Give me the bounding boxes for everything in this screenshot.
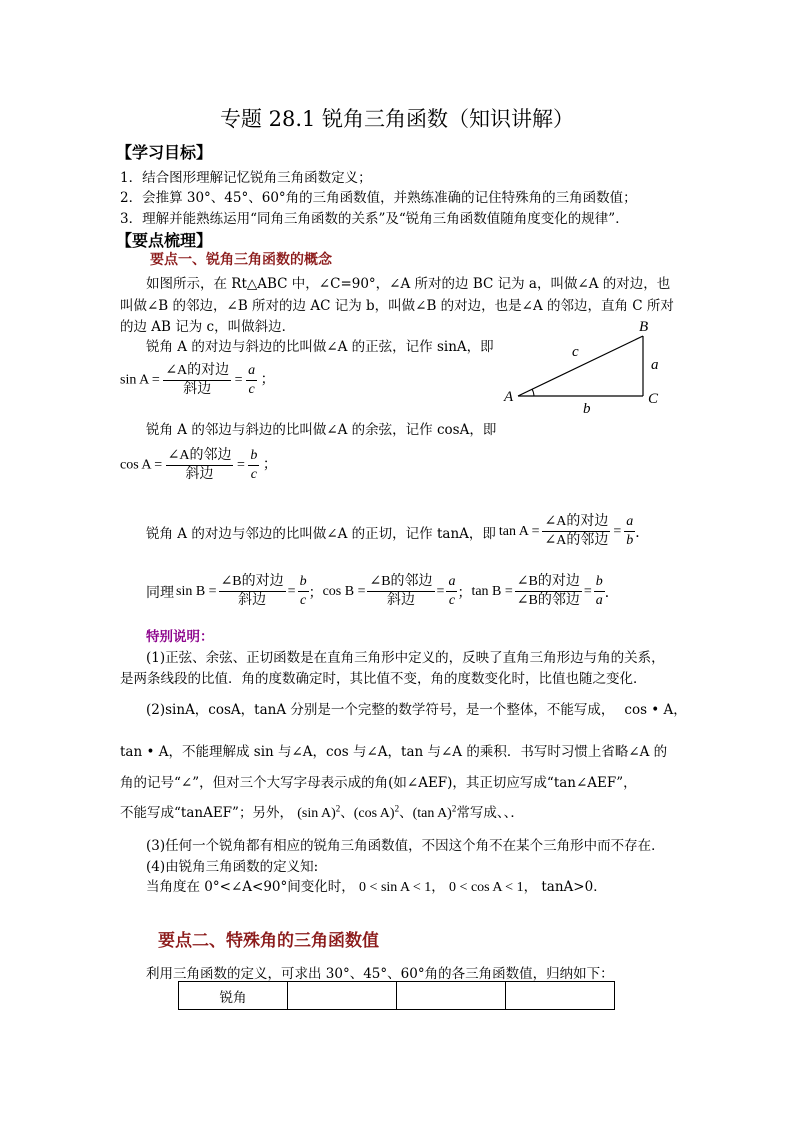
- page-title: 专题 28.1 锐角三角函数（知识讲解）: [219, 107, 575, 131]
- denominator: a: [595, 593, 603, 608]
- note-2-text: 常写成、、．: [456, 805, 524, 821]
- exponent: 2: [451, 803, 457, 814]
- numerator: ∠A的邻边: [166, 447, 234, 466]
- period: ．: [635, 525, 650, 541]
- numerator: ∠A的对边: [542, 513, 610, 532]
- note-5: [146, 875, 607, 896]
- sin-b-lhs: sin B =: [176, 583, 217, 599]
- equals-sign: =: [287, 583, 296, 599]
- denominator: 斜边: [387, 593, 415, 608]
- special-note-heading: 特别说明：: [146, 629, 214, 645]
- fraction: [542, 513, 610, 550]
- side-c: [518, 336, 643, 396]
- sin-squared: [297, 803, 341, 821]
- separator: 、: [340, 805, 354, 821]
- section-goals-heading: 【学习目标】: [116, 143, 213, 162]
- denominator: 斜边: [238, 593, 267, 608]
- numerator: ∠A的对边: [163, 362, 231, 381]
- denominator: c: [248, 382, 255, 397]
- fraction: [166, 447, 234, 484]
- tan-squared-base: (tan A): [412, 806, 452, 821]
- fraction: [248, 447, 259, 484]
- comma: ，: [523, 879, 538, 895]
- fraction: [163, 362, 231, 399]
- numerator: a: [246, 362, 257, 381]
- sin-squared-base: (sin A): [297, 806, 336, 821]
- special-angle-table: [178, 981, 615, 1010]
- fraction: [246, 362, 257, 399]
- cos-a-formula: [120, 447, 277, 484]
- table-cell: 锐角: [179, 982, 288, 1010]
- exponent: 2: [335, 803, 341, 814]
- point2-intro: 利用三角函数的定义，可求出 30°、45°、60°角的各三角函数值，归纳如下：: [146, 966, 614, 982]
- semicolon: ；: [457, 585, 472, 601]
- fraction: [515, 573, 582, 610]
- section-points-heading: 【要点梳理】: [116, 231, 213, 250]
- note-2-text: 不能理解成 sin 与∠A，cos 与∠A，tan 与∠A 的乘积．书写时习惯上省略∠A 的: [181, 744, 668, 760]
- period: ．: [604, 585, 619, 601]
- vertex-a-label: A: [504, 389, 514, 405]
- table-cell: [288, 982, 397, 1010]
- tan-b-lhs: tan B =: [471, 583, 513, 599]
- semicolon: ；: [308, 585, 323, 601]
- note-1-line-1: (1)正弦、余弦、正切函数是在直角三角形中定义的，反映了直角三角形边与角的关系，: [146, 650, 665, 666]
- note-5-text: 当角度在 0°<∠A<90°间变化时，: [146, 879, 355, 895]
- denominator: c: [299, 593, 307, 608]
- note-3: (3)任何一个锐角都有相应的锐角三角函数值，不因这个角不在某个三角形中而不存在．: [146, 838, 665, 854]
- sin-a-lhs: sin A =: [120, 372, 160, 388]
- side-b-label: b: [583, 401, 591, 416]
- point1-heading: 要点一、锐角三角函数的概念: [150, 252, 332, 268]
- denominator: b: [626, 533, 634, 548]
- numerator: a: [624, 513, 635, 532]
- cos-squared: [353, 803, 400, 821]
- denominator: c: [250, 467, 257, 482]
- equals-sign: =: [234, 372, 243, 388]
- cos-squared-base: (cos A): [353, 806, 395, 821]
- intro-line: 的边 AB 记为 c，叫做斜边．: [120, 319, 296, 335]
- denominator: ∠A的邻边: [544, 533, 609, 548]
- note-2-line-4: [120, 801, 524, 822]
- numerator: ∠B的对边: [219, 573, 286, 592]
- semicolon: ；: [260, 372, 275, 388]
- vertex-c-label: C: [648, 391, 659, 407]
- intro-line: 如图所示，在 Rt△ABC 中，∠C=90°，∠A 所对的边 BC 记为 a，叫做∠A 的对边，也: [146, 276, 671, 292]
- tan-range: tanA>0．: [541, 879, 607, 895]
- sin-range: 0 < sin A < 1: [359, 880, 432, 895]
- numerator: b: [298, 573, 309, 592]
- table-row: [179, 982, 615, 1010]
- comma: ，: [431, 879, 445, 895]
- denominator: c: [448, 593, 456, 608]
- cos-dot-a: cos • A，: [624, 702, 687, 718]
- goal-item: 1．结合图形理解记忆锐角三角函数定义；: [120, 170, 372, 186]
- fraction: [446, 573, 457, 610]
- table-cell: [397, 982, 506, 1010]
- note-2-text: (2)sinA，cosA，tanA 分别是一个完整的数学符号，是一个整体，不能写成，: [146, 702, 615, 718]
- exponent: 2: [394, 803, 400, 814]
- equals-sign: =: [236, 457, 245, 473]
- vertex-b-label: B: [639, 319, 649, 335]
- equals-sign: =: [436, 583, 445, 599]
- sin-definition: 锐角 A 的对边与斜边的比叫做∠A 的正弦，记作 sinA，即: [146, 339, 494, 355]
- side-c-label: c: [572, 344, 579, 360]
- semicolon: ；: [262, 457, 277, 473]
- numerator: b: [594, 573, 605, 592]
- fraction: [594, 573, 605, 610]
- fraction: [367, 573, 434, 610]
- sin-a-formula: [120, 362, 275, 399]
- side-a-label: a: [651, 357, 659, 373]
- intro-line: 叫做∠B 的邻边，∠B 所对的边 AC 记为 b，叫做∠B 的对边，也是∠A 的邻边，直角 C 所对: [120, 298, 674, 314]
- right-triangle-diagram: [500, 316, 670, 416]
- same-reasoning: 同理: [146, 585, 174, 601]
- tan-definition: [146, 513, 649, 550]
- tan-squared: [412, 803, 457, 821]
- tan-dot-a: tan • A，: [120, 744, 182, 760]
- denominator: ∠B的邻边: [516, 593, 580, 608]
- cos-definition: 锐角 A 的邻边与斜边的比叫做∠A 的余弦，记作 cosA，即: [146, 422, 497, 438]
- fraction: [219, 573, 286, 610]
- cos-range: 0 < cos A < 1: [449, 880, 524, 895]
- denominator: 斜边: [185, 467, 214, 482]
- cos-b-lhs: cos B =: [322, 583, 366, 599]
- numerator: ∠B的对边: [515, 573, 582, 592]
- note-2-line-3: 角的记号“∠”，但对三个大写字母表示成的角(如∠AEF)，其正切应写成“tan∠AEF”，: [120, 775, 637, 791]
- tan-definition-text: 锐角 A 的对边与邻边的比叫做∠A 的正切，记作 tanA，即: [146, 525, 496, 542]
- table-cell: [506, 982, 615, 1010]
- cos-a-lhs: cos A =: [120, 457, 163, 473]
- goal-item: 2．会推算 30°、45°、60°角的三角函数值，并熟练准确的记住特殊角的三角函数值；: [120, 190, 637, 206]
- fraction: [298, 573, 309, 610]
- numerator: a: [446, 573, 457, 592]
- denominator: 斜边: [183, 382, 212, 397]
- separator: 、: [399, 805, 413, 821]
- note-2-line-2: [120, 740, 667, 760]
- tan-a-lhs: tan A =: [498, 523, 540, 539]
- numerator: b: [248, 447, 259, 466]
- note-4: (4)由锐角三角函数的定义知:: [146, 859, 319, 875]
- equals-sign: =: [583, 583, 592, 599]
- equals-sign: =: [613, 523, 622, 539]
- numerator: ∠B的邻边: [367, 573, 434, 592]
- fraction: [624, 513, 635, 550]
- angle-arc: [532, 389, 534, 396]
- note-2-text: 不能写成“tanAEF”；另外，: [120, 805, 293, 821]
- note-1-line-2: 是两条线段的比值．角的度数确定时，其比值不变，角的度数变化时，比值也随之变化．: [120, 671, 647, 687]
- point2-heading: 要点二、特殊角的三角函数值: [158, 931, 379, 951]
- note-2-line-1: [146, 698, 687, 718]
- b-formulas: [146, 573, 619, 610]
- goal-item: 3．理解并能熟练运用“同角三角函数的关系”及“锐角三角函数值随角度变化的规律”．: [120, 211, 629, 227]
